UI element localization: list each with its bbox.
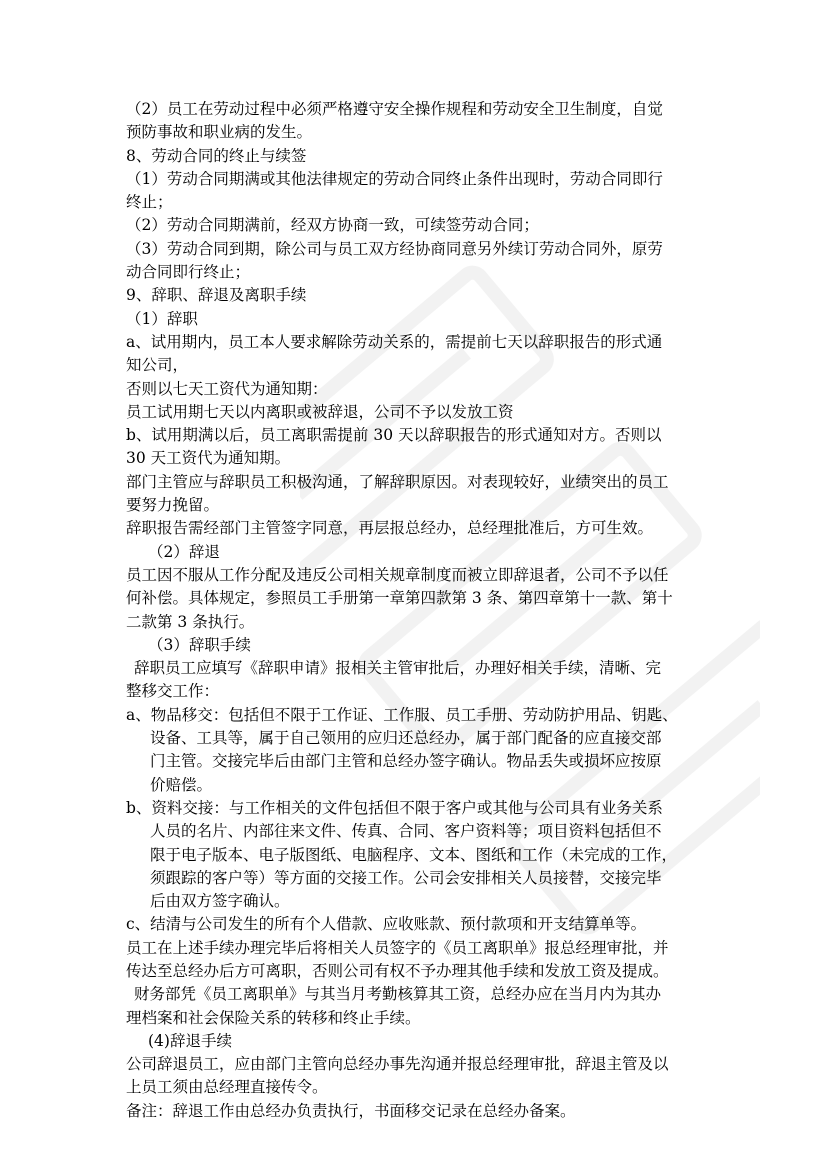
text-line: 门主管。交接完毕后由部门主管和总经办签字确认。物品丢失或损坏应按原 xyxy=(150,752,662,771)
text-line: （2）劳动合同期满前，经双方协商一致，可续签劳动合同； xyxy=(126,216,539,235)
text-line: 理档案和社会保险关系的转移和终止手续。 xyxy=(126,1008,421,1027)
text-line: 价赔偿。 xyxy=(150,775,213,794)
text-line: （1）辞职 xyxy=(126,309,198,328)
text-line: 预防事故和职业病的发生。 xyxy=(126,123,313,142)
text-line: 设备、工具等，属于自己领用的应归还总经办，属于部门配备的应直接交部 xyxy=(150,729,662,748)
text-line: （2）员工在劳动过程中必须严格遵守安全操作规程和劳动安全卫生制度，自觉 xyxy=(126,100,663,118)
text-line: a、物品移交：包括但不限于工作证、工作服、员工手册、劳动防护用品、钥匙、 xyxy=(126,705,678,724)
text-line: （3）辞职手续 xyxy=(148,635,251,654)
text-line: 员工在上述手续办理完毕后将相关人员签字的《员工离职单》报总经理审批，并 xyxy=(126,938,669,957)
text-line: 要努力挽留。 xyxy=(126,496,220,515)
text-line: 终止； xyxy=(126,193,173,212)
text-line: 部门主管应与辞职员工积极沟通，了解辞职原因。对表现较好，业绩突出的员工 xyxy=(126,472,669,491)
text-line: 二款第 3 条执行。 xyxy=(126,612,255,631)
text-line: 限于电子版本、电子版图纸、电脑程序、文本、图纸和工作（未完成的工作， xyxy=(150,845,678,864)
text-line: （3）劳动合同到期，除公司与员工双方经协商同意另外续订劳动合同外，原劳 xyxy=(126,239,663,258)
text-line: a、试用期内，员工本人要求解除劳动关系的，需提前七天以辞职报告的形式通 xyxy=(126,332,663,351)
text-line: 财务部凭《员工离职单》与其当月考勤核算其工资，总经办应在当月内为其办 xyxy=(134,985,662,1004)
text-line: 员工因不服从工作分配及违反公司相关规章制度而被立即辞退者，公司不予以任 xyxy=(126,565,669,584)
text-line: 传达至总经办后方可离职，否则公司有权不予办理其他手续和发放工资及提成。 xyxy=(126,961,669,980)
text-line: b、试用期满以后，员工离职需提前 30 天以辞职报告的形式通知对方。否则以 xyxy=(126,426,662,445)
text-line: 后由双方签字确认。 xyxy=(150,892,290,911)
text-line: 8、劳动合同的终止与续签 xyxy=(126,146,307,165)
text-line: 否则以七天工资代为通知期： xyxy=(126,379,328,398)
text-line: 人员的名片、内部往来文件、传真、合同、客户资料等；项目资料包括但不 xyxy=(150,822,662,841)
text-line: （2）辞退 xyxy=(148,542,220,561)
text-line: 须跟踪的客户等）等方面的交接工作。公司会安排相关人员接替，交接完毕 xyxy=(150,868,662,887)
text-line: 知公司， xyxy=(126,356,189,375)
text-line: 辞职报告需经部门主管签字同意，再层报总经办，总经理批准后，方可生效。 xyxy=(126,519,654,538)
text-line: 9、辞职、辞退及离职手续 xyxy=(126,286,307,305)
text-line: 动合同即行终止； xyxy=(126,263,251,282)
text-line: 辞职员工应填写《辞职申请》报相关主管审批后，办理好相关手续，清晰、完 xyxy=(134,659,662,678)
text-line: 公司辞退员工，应由部门主管向总经办事先沟通并报总经理审批，辞退主管及以 xyxy=(126,1055,669,1074)
text-line: 30 天工资代为通知期。 xyxy=(126,449,291,468)
text-line: 何补偿。具体规定，参照员工手册第一章第四款第 3 条、第四章第十一款、第十 xyxy=(126,589,673,608)
text-line: c、结清与公司发生的所有个人借款、应收账款、预付款项和开支结算单等。 xyxy=(126,915,647,934)
document-body xyxy=(126,98,712,1123)
text-line: 上员工须由总经理直接传令。 xyxy=(126,1078,328,1097)
text-line: b、资料交接：与工作相关的文件包括但不限于客户或其他与公司具有业务关系 xyxy=(126,798,663,817)
text-line: (4)辞退手续 xyxy=(148,1031,232,1050)
text-line: 备注：辞退工作由总经办负责执行，书面移交记录在总经办备案。 xyxy=(126,1101,576,1120)
text-line: 员工试用期七天以内离职或被辞退，公司不予以发放工资 xyxy=(126,402,514,421)
text-line: 整移交工作： xyxy=(126,682,220,701)
text-line: （1）劳动合同期满或其他法律规定的劳动合同终止条件出现时，劳动合同即行 xyxy=(126,169,663,188)
